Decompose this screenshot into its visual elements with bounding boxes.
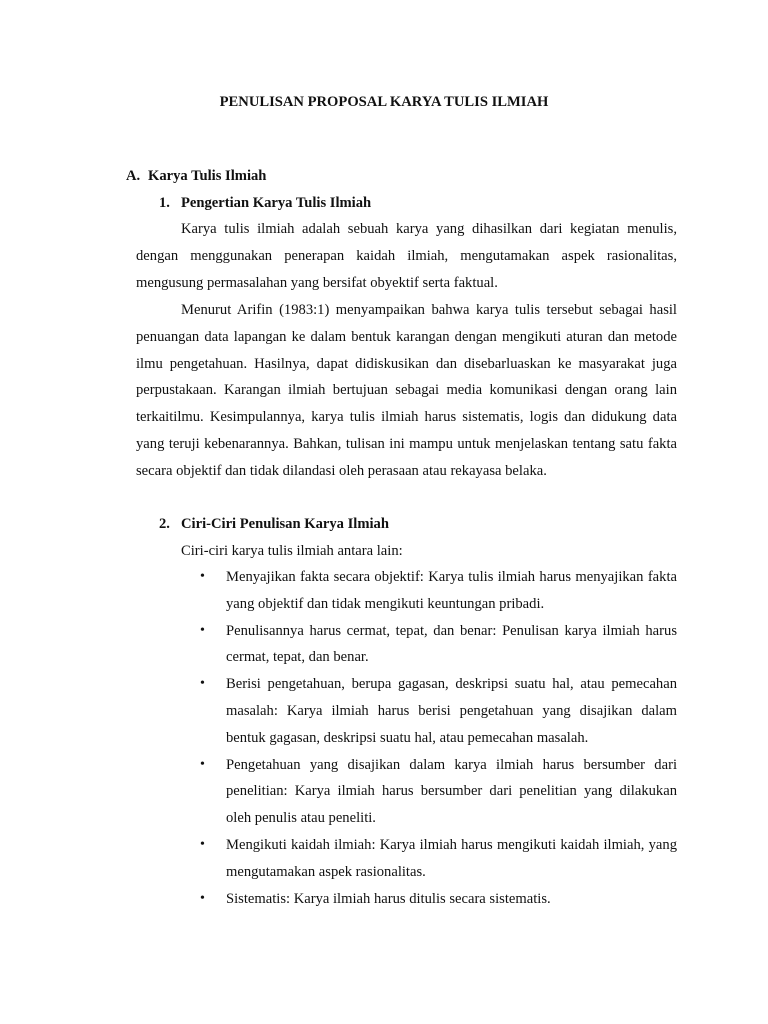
bullet-icon: • <box>200 676 205 692</box>
subsection-1-heading-text: Pengertian Karya Tulis Ilmiah <box>181 195 372 211</box>
characteristics-intro: Ciri-ciri karya tulis ilmiah antara lain: <box>181 543 403 559</box>
arifin-paragraph: Menurut Arifin (1983:1) menyampaikan bahwa karya tulis tersebut sebagai hasil penuangan data lapangan ke dalam bentuk karangan dengan mengikuti aturan dan metode ilmu pengetahuan. Hasilnya, dapat didiskusikan dan disebarluaskan ke masyarakat juga perpustakaan. Karangan ilmiah bertujuan sebagai media komunikasi dengan orang lain terkaitilmu. Kesimpulannya, karya tulis ilmiah harus sistematis, logis dan didukung data yang teruji kebenarannya. Bahkan, tulisan ini mampu untuk menjelaskan tentang satu fakta secara objektif dan tidak dilandasi oleh perasaan atau rekayasa belaka. <box>136 302 677 479</box>
section-a-marker: A. <box>126 168 141 184</box>
list-item-text: Menyajikan fakta secara objektif: Karya tulis ilmiah harus menyajikan fakta yang objektif dan tidak mengikuti keuntungan pribadi. <box>226 569 677 612</box>
list-item <box>200 886 677 913</box>
bullet-icon: • <box>200 622 205 638</box>
section-a-heading <box>126 166 266 186</box>
list-item <box>200 832 677 886</box>
bullet-icon: • <box>200 890 205 906</box>
list-item-text: Berisi pengetahuan, berupa gagasan, deskripsi suatu hal, atau pemecahan masalah: Karya ilmiah harus berisi pengetahuan yang disajikan dalam bentuk gagasan, deskripsi suatu hal, atau pemecahan masalah. <box>226 676 677 746</box>
subsection-2-marker: 2. <box>159 516 170 532</box>
bullet-icon: • <box>200 836 205 852</box>
subsection-2-heading <box>159 514 389 534</box>
definition-paragraph: Karya tulis ilmiah adalah sebuah karya yang dihasilkan dari kegiatan menulis, dengan menggunakan penerapan kaidah ilmiah, mengutamakan aspek rasionalitas, mengusung permasalahan yang bersifat obyektif serta faktual. <box>136 221 677 291</box>
list-item-text: Pengetahuan yang disajikan dalam karya ilmiah harus bersumber dari penelitian: Karya ilmiah harus bersumber dari penelitian yang dilakukan oleh penulis atau peneliti. <box>226 756 677 827</box>
list-item <box>200 564 677 618</box>
bullet-icon: • <box>200 569 205 584</box>
document-title: PENULISAN PROPOSAL KARYA TULIS ILMIAH <box>219 94 549 110</box>
section-a-heading-text: Karya Tulis Ilmiah <box>148 168 267 184</box>
list-item <box>200 671 677 751</box>
list-item-text: Penulisannya harus cermat, tepat, dan benar: Penulisan karya ilmiah harus cermat, tepat, dan benar. <box>226 622 677 666</box>
characteristics-list <box>200 564 677 912</box>
list-item <box>200 752 677 832</box>
subsection-2-heading-text: Ciri-Ciri Penulisan Karya Ilmiah <box>181 516 389 532</box>
list-item-text: Mengikuti kaidah ilmiah: Karya ilmiah harus mengikuti kaidah ilmiah, yang mengutamakan aspek rasionalitas. <box>226 836 677 880</box>
bullet-icon: • <box>200 756 205 772</box>
subsection-1-heading <box>159 193 371 213</box>
subsection-1-marker: 1. <box>159 195 170 211</box>
list-item <box>200 618 677 672</box>
list-item-text: Sistematis: Karya ilmiah harus ditulis secara sistematis. <box>226 890 551 907</box>
